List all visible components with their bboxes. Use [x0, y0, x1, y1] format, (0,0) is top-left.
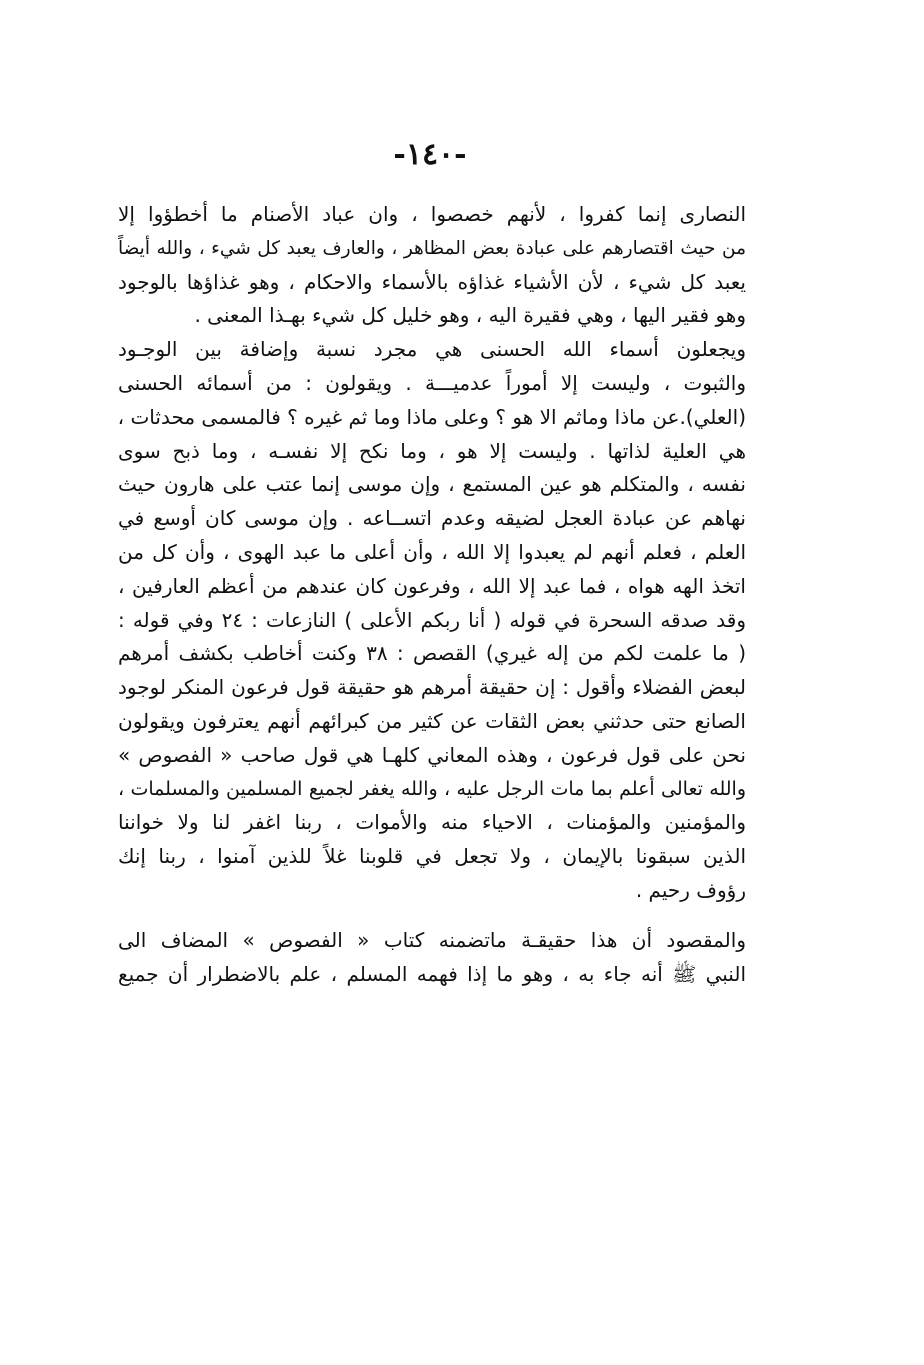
text-line: الصانع حتى حدثني بعض الثقات عن كثير من كبرائهم أنهم يعترفون ويقولون: [118, 708, 746, 733]
body-text: [118, 198, 746, 991]
text-line: وهو فقير اليها ، وهي فقيرة اليه ، وهو خليل كل شيء بهـذا المعنى .: [194, 303, 746, 328]
text-line: ( ما علمت لكم من إله غيري) القصص : ٣٨ وكنت أخاطب بكشف أمرهم: [118, 641, 746, 666]
text-line: الذين سبقونا بالإيمان ، ولا تجعل في قلوبنا غلاً للذين آمنوا ، ربنا إنك: [118, 844, 746, 869]
text-line: (العلي).عن ماذا وماثم الا هو ؟ وعلى ماذا وما ثم غيره ؟ فالمسمى محدثات ،: [118, 404, 746, 429]
text-line: والثبوت ، وليست إلا أموراً عدميـــة . ويقولون : من أسمائه الحسنى: [118, 370, 746, 395]
text-line: ويجعلون أسماء الله الحسنى هي مجرد نسبة وإضافة بين الوجـود: [118, 337, 746, 362]
text-line: لبعض الفضلاء وأقول : إن حقيقة أمرهم هو حقيقة قول فرعون المنكر لوجود: [118, 675, 746, 700]
text-line: النبي ﷺ أنه جاء به ، وهو ما إذا فهمه المسلم ، علم بالاضطرار أن جميع: [118, 961, 746, 986]
paragraph-2: [118, 924, 746, 992]
text-line: نهاهم عن عبادة العجل لضيقه وعدم اتســاعه . وإن موسى كان أوسع في: [118, 506, 746, 531]
text-line: اتخذ الهه هواه ، فما عبد إلا الله ، وفرعون كان عندهم من أعظم العارفين ،: [118, 573, 746, 598]
text-line: نحن على قول فرعون ، وهذه المعاني كلهـا هي قول صاحب « الفصوص »: [118, 742, 746, 767]
text-line: العلم ، فعلم أنهم لم يعبدوا إلا الله ، وأن أعلى ما عبد الهوى ، وأن كل من: [118, 539, 746, 564]
text-line: النصارى إنما كفروا ، لأنهم خصصوا ، وان عباد الأصنام ما أخطؤوا إلا: [118, 202, 746, 226]
text-line: يعبد كل شيء ، لأن الأشياء غذاؤه بالأسماء والاحكام ، وهو غذاؤها بالوجود: [118, 269, 746, 294]
text-line: والله تعالى أعلم بما مات الرجل عليه ، والله يغفر لجميع المسلمين والمسلمات ،: [118, 777, 746, 800]
text-line: والمقصود أن هذا حقيقـة ماتضمنه كتاب « الفصوص » المضاف الى: [118, 927, 746, 952]
text-line: هي العلية لذاتها . وليست إلا هو ، وما نكح إلا نفسـه ، وما ذبح سوى: [118, 438, 746, 463]
text-line: والمؤمنين والمؤمنات ، الاحياء منه والأموات ، ربنا اغفر لنا ولا خواننا: [118, 810, 746, 835]
paragraph-gap: [118, 908, 746, 924]
paragraph-1: [118, 198, 746, 908]
text-line: رؤوف رحيم .: [635, 877, 746, 902]
text-line: وقد صدقه السحرة في قوله ( أنا ربكم الأعلى ) النازعات : ٢٤ وفي قوله :: [118, 607, 746, 632]
page-number: -١٤٠-: [393, 137, 467, 172]
text-line: نفسه ، والمتكلم هو عين المستمع ، وإن موسى إنما عتب على هارون حيث: [118, 472, 746, 497]
text-line: من حيث اقتصارهم على عبادة بعض المظاهر ، والعارف يعبد كل شيء ، والله أيضاً: [118, 237, 746, 259]
